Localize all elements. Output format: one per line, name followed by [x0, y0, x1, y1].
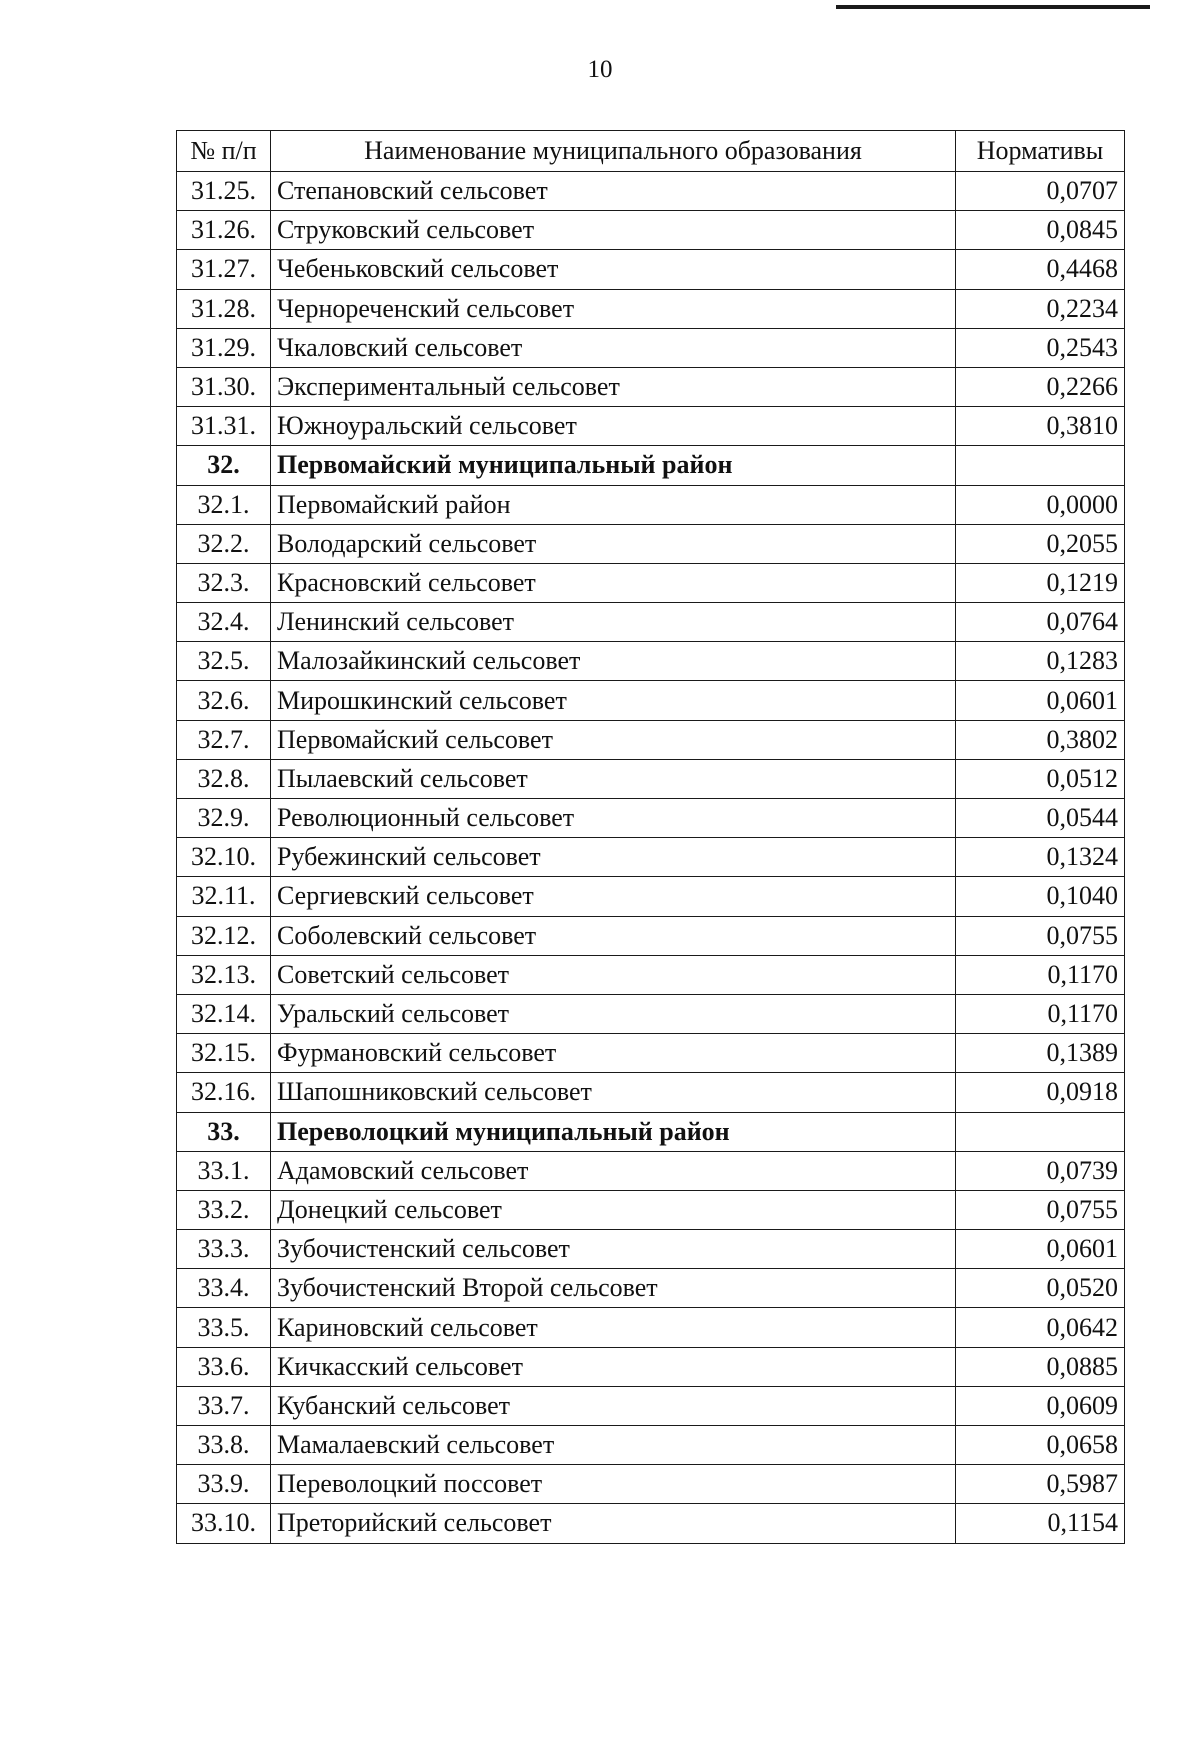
district-name: Переволоцкий муниципальный район: [271, 1112, 956, 1151]
norm-value: 0,2266: [956, 367, 1125, 406]
table-row: [177, 1347, 1125, 1386]
row-number: 32.7.: [177, 720, 271, 759]
municipality-name: Первомайский сельсовет: [271, 720, 956, 759]
row-number: 33.7.: [177, 1386, 271, 1425]
row-number: 32.: [177, 446, 271, 485]
municipality-name: Революционный сельсовет: [271, 799, 956, 838]
norm-value: 0,0512: [956, 759, 1125, 798]
row-number: 33.8.: [177, 1426, 271, 1465]
norm-value: 0,2055: [956, 524, 1125, 563]
row-number: 32.14.: [177, 994, 271, 1033]
page-number: 10: [587, 56, 613, 83]
municipality-name: Шапошниковский сельсовет: [271, 1073, 956, 1112]
norms-table: [176, 130, 1125, 1544]
table-row: [177, 603, 1125, 642]
table-row: [177, 563, 1125, 602]
norm-value: 0,4468: [956, 250, 1125, 289]
norm-value: 0,1040: [956, 877, 1125, 916]
table-row: [177, 799, 1125, 838]
municipality-name: Чебеньковский сельсовет: [271, 250, 956, 289]
table-row: [177, 1465, 1125, 1504]
table-row: [177, 1034, 1125, 1073]
norm-value: 0,0885: [956, 1347, 1125, 1386]
norm-value: 0,0601: [956, 681, 1125, 720]
municipality-name: Володарский сельсовет: [271, 524, 956, 563]
table-row: [177, 172, 1125, 211]
municipality-name: Соболевский сельсовет: [271, 916, 956, 955]
municipality-name: Малозайкинский сельсовет: [271, 642, 956, 681]
row-number: 32.6.: [177, 681, 271, 720]
norm-value: 0,0642: [956, 1308, 1125, 1347]
municipality-name: Кичкасский сельсовет: [271, 1347, 956, 1386]
section-row: [177, 1112, 1125, 1151]
table-row: [177, 250, 1125, 289]
municipality-name: Рубежинский сельсовет: [271, 838, 956, 877]
table-row: [177, 1073, 1125, 1112]
norm-value: 0,0739: [956, 1151, 1125, 1190]
norm-value: 0,2543: [956, 328, 1125, 367]
norm-value: 0,0755: [956, 916, 1125, 955]
norm-value: 0,0544: [956, 799, 1125, 838]
norm-value: 0,1170: [956, 994, 1125, 1033]
row-number: 32.2.: [177, 524, 271, 563]
municipality-name: Мирошкинский сельсовет: [271, 681, 956, 720]
table-row: [177, 994, 1125, 1033]
municipality-name: Пылаевский сельсовет: [271, 759, 956, 798]
row-number: 32.8.: [177, 759, 271, 798]
row-number: 32.15.: [177, 1034, 271, 1073]
municipality-name: Экспериментальный сельсовет: [271, 367, 956, 406]
row-number: 32.4.: [177, 603, 271, 642]
municipality-name: Красновский сельсовет: [271, 563, 956, 602]
municipality-name: Советский сельсовет: [271, 955, 956, 994]
municipality-name: Кариновский сельсовет: [271, 1308, 956, 1347]
municipality-name: Сергиевский сельсовет: [271, 877, 956, 916]
top-rule: [836, 5, 1150, 9]
norm-value: [956, 446, 1125, 485]
norm-value: 0,0520: [956, 1269, 1125, 1308]
row-number: 33.4.: [177, 1269, 271, 1308]
row-number: 31.29.: [177, 328, 271, 367]
municipality-name: Кубанский сельсовет: [271, 1386, 956, 1425]
norm-value: 0,1219: [956, 563, 1125, 602]
table-row: [177, 211, 1125, 250]
table-row: [177, 877, 1125, 916]
municipality-name: Адамовский сельсовет: [271, 1151, 956, 1190]
municipality-name: Мамалаевский сельсовет: [271, 1426, 956, 1465]
norm-value: 0,0609: [956, 1386, 1125, 1425]
table-row: [177, 1230, 1125, 1269]
row-number: 32.3.: [177, 563, 271, 602]
table-row: [177, 289, 1125, 328]
table-row: [177, 955, 1125, 994]
row-number: 33.: [177, 1112, 271, 1151]
norm-value: 0,0658: [956, 1426, 1125, 1465]
section-row: [177, 446, 1125, 485]
table-row: [177, 524, 1125, 563]
table-row: [177, 642, 1125, 681]
row-number: 33.1.: [177, 1151, 271, 1190]
row-number: 33.2.: [177, 1190, 271, 1229]
row-number: 31.25.: [177, 172, 271, 211]
table-row: [177, 367, 1125, 406]
table-header-row: [177, 131, 1125, 172]
municipality-name: Чернореченский сельсовет: [271, 289, 956, 328]
row-number: 33.10.: [177, 1504, 271, 1543]
table-row: [177, 1269, 1125, 1308]
row-number: 33.6.: [177, 1347, 271, 1386]
norm-value: 0,1170: [956, 955, 1125, 994]
row-number: 32.5.: [177, 642, 271, 681]
table-row: [177, 1151, 1125, 1190]
municipality-name: Первомайский район: [271, 485, 956, 524]
municipality-name: Ленинский сельсовет: [271, 603, 956, 642]
row-number: 31.27.: [177, 250, 271, 289]
table-body: [177, 172, 1125, 1544]
table-row: [177, 681, 1125, 720]
row-number: 31.30.: [177, 367, 271, 406]
norm-value: [956, 1112, 1125, 1151]
norm-value: 0,5987: [956, 1465, 1125, 1504]
municipality-name: Зубочистенский сельсовет: [271, 1230, 956, 1269]
norm-value: 0,0845: [956, 211, 1125, 250]
municipality-name: Донецкий сельсовет: [271, 1190, 956, 1229]
municipality-name: Степановский сельсовет: [271, 172, 956, 211]
norm-value: 0,0601: [956, 1230, 1125, 1269]
norm-value: 0,1154: [956, 1504, 1125, 1543]
row-number: 32.12.: [177, 916, 271, 955]
header-norms: Нормативы: [956, 131, 1125, 172]
table-row: [177, 1308, 1125, 1347]
row-number: 33.5.: [177, 1308, 271, 1347]
municipality-name: Зубочистенский Второй сельсовет: [271, 1269, 956, 1308]
table-row: [177, 1426, 1125, 1465]
row-number: 31.26.: [177, 211, 271, 250]
row-number: 31.31.: [177, 407, 271, 446]
norm-value: 0,0764: [956, 603, 1125, 642]
municipality-name: Южноуральский сельсовет: [271, 407, 956, 446]
header-name: Наименование муниципального образования: [271, 131, 956, 172]
row-number: 32.16.: [177, 1073, 271, 1112]
table-row: [177, 720, 1125, 759]
table-row: [177, 838, 1125, 877]
municipality-name: Переволоцкий поссовет: [271, 1465, 956, 1504]
table-row: [177, 328, 1125, 367]
norm-value: 0,1389: [956, 1034, 1125, 1073]
municipality-name: Струковский сельсовет: [271, 211, 956, 250]
norm-value: 0,0755: [956, 1190, 1125, 1229]
municipality-name: Чкаловский сельсовет: [271, 328, 956, 367]
table-row: [177, 485, 1125, 524]
row-number: 31.28.: [177, 289, 271, 328]
row-number: 32.9.: [177, 799, 271, 838]
header-number: № п/п: [177, 131, 271, 172]
row-number: 32.11.: [177, 877, 271, 916]
norm-value: 0,0000: [956, 485, 1125, 524]
norm-value: 0,1324: [956, 838, 1125, 877]
municipality-name: Преторийский сельсовет: [271, 1504, 956, 1543]
table-row: [177, 916, 1125, 955]
table-row: [177, 1386, 1125, 1425]
table-row: [177, 1190, 1125, 1229]
table-row: [177, 1504, 1125, 1543]
row-number: 32.13.: [177, 955, 271, 994]
table-row: [177, 759, 1125, 798]
district-name: Первомайский муниципальный район: [271, 446, 956, 485]
norm-value: 0,1283: [956, 642, 1125, 681]
norm-value: 0,3802: [956, 720, 1125, 759]
norm-value: 0,0707: [956, 172, 1125, 211]
municipality-name: Фурмановский сельсовет: [271, 1034, 956, 1073]
norm-value: 0,3810: [956, 407, 1125, 446]
row-number: 33.3.: [177, 1230, 271, 1269]
row-number: 32.10.: [177, 838, 271, 877]
row-number: 33.9.: [177, 1465, 271, 1504]
table-row: [177, 407, 1125, 446]
municipality-name: Уральский сельсовет: [271, 994, 956, 1033]
row-number: 32.1.: [177, 485, 271, 524]
norm-value: 0,2234: [956, 289, 1125, 328]
norm-value: 0,0918: [956, 1073, 1125, 1112]
